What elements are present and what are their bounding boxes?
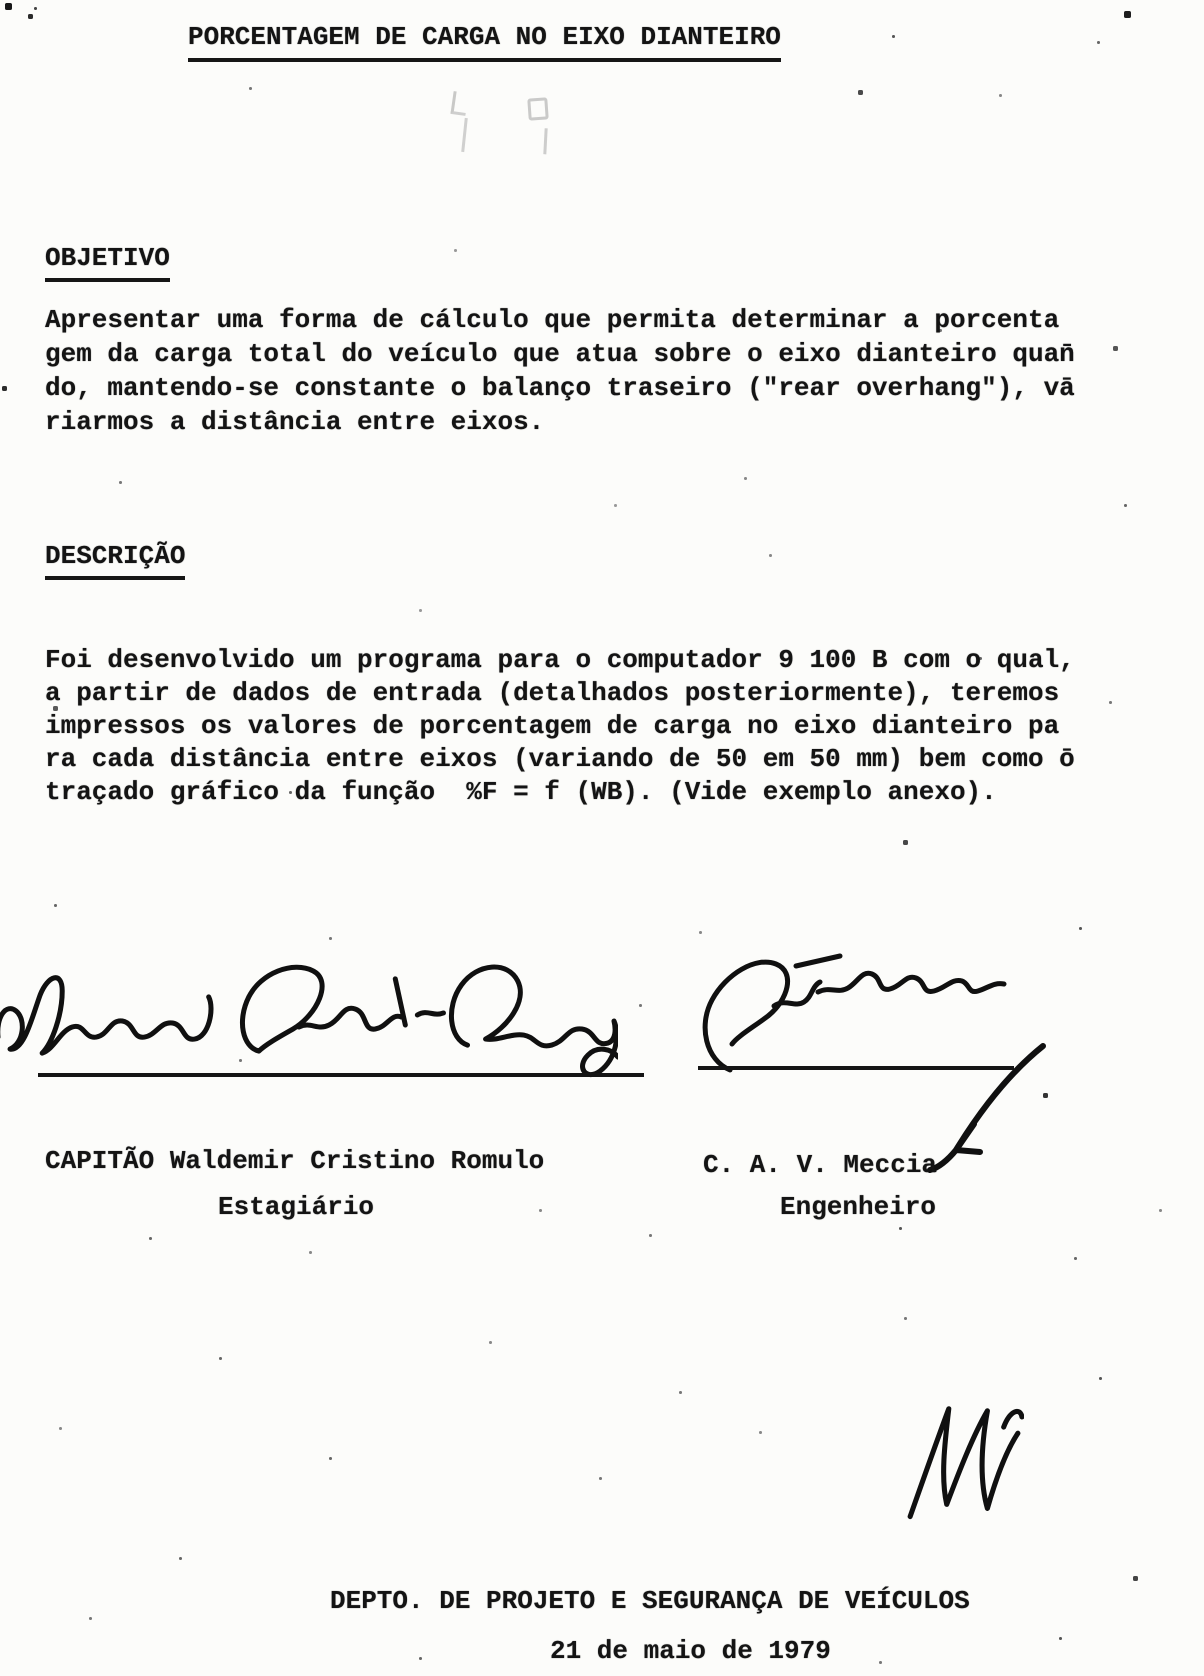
paragraph-line: a partir de dados de entrada (detalhados posteriormente), teremos [45, 678, 1060, 708]
scan-smudge [527, 97, 548, 120]
signer-role-right: Engenheiro [780, 1192, 937, 1222]
section-heading-objetivo: OBJETIVO [45, 243, 170, 282]
objetivo-paragraph [45, 303, 1075, 439]
paragraph-line: Apresentar uma forma de cálculo que permita determinar a porcenta [45, 305, 1060, 335]
signature-line-left [38, 1073, 644, 1077]
paragraph-line: traçado gráfico da função %F = f (WB). (Vide exemplo anexo). [45, 777, 997, 807]
signature-left-handwriting [0, 958, 618, 1080]
paragraph-line: Foi desenvolvido um programa para o computador 9 100 B com o qual, [45, 645, 1075, 675]
paragraph-line: ra cada distância entre eixos (variando de 50 em 50 mm) bem como ō [45, 744, 1075, 774]
paragraph-line: gem da carga total do veículo que atua sobre o eixo dianteiro quan̄ [45, 339, 1075, 369]
handwritten-initials [902, 1382, 1024, 1520]
document-title: PORCENTAGEM DE CARGA NO EIXO DIANTEIRO [188, 22, 781, 62]
descricao-paragraph [45, 644, 1075, 809]
paragraph-line: impressos os valores de porcentagem de carga no eixo dianteiro pa [45, 711, 1060, 741]
scan-smudge [450, 91, 468, 116]
scan-smudge [461, 118, 468, 152]
signer-name-left: CAPITÃO Waldemir Cristino Romulo [45, 1146, 545, 1176]
footer-department: DEPTO. DE PROJETO E SEGURANÇA DE VEÍCULOS [330, 1586, 970, 1616]
signer-role-left: Estagiário [218, 1192, 375, 1222]
scan-noise-speckles [0, 0, 1, 1]
paragraph-line: do, mantendo-se constante o balanço traseiro ("rear overhang"), vā [45, 373, 1075, 403]
scan-smudge [533, 128, 547, 155]
signer-name-right: C. A. V. Meccia [703, 1150, 938, 1180]
footer-date: 21 de maio de 1979 [550, 1636, 831, 1666]
section-heading-descricao: DESCRIÇÃO [45, 541, 185, 580]
paragraph-line: riarmos a distância entre eixos. [45, 407, 545, 437]
